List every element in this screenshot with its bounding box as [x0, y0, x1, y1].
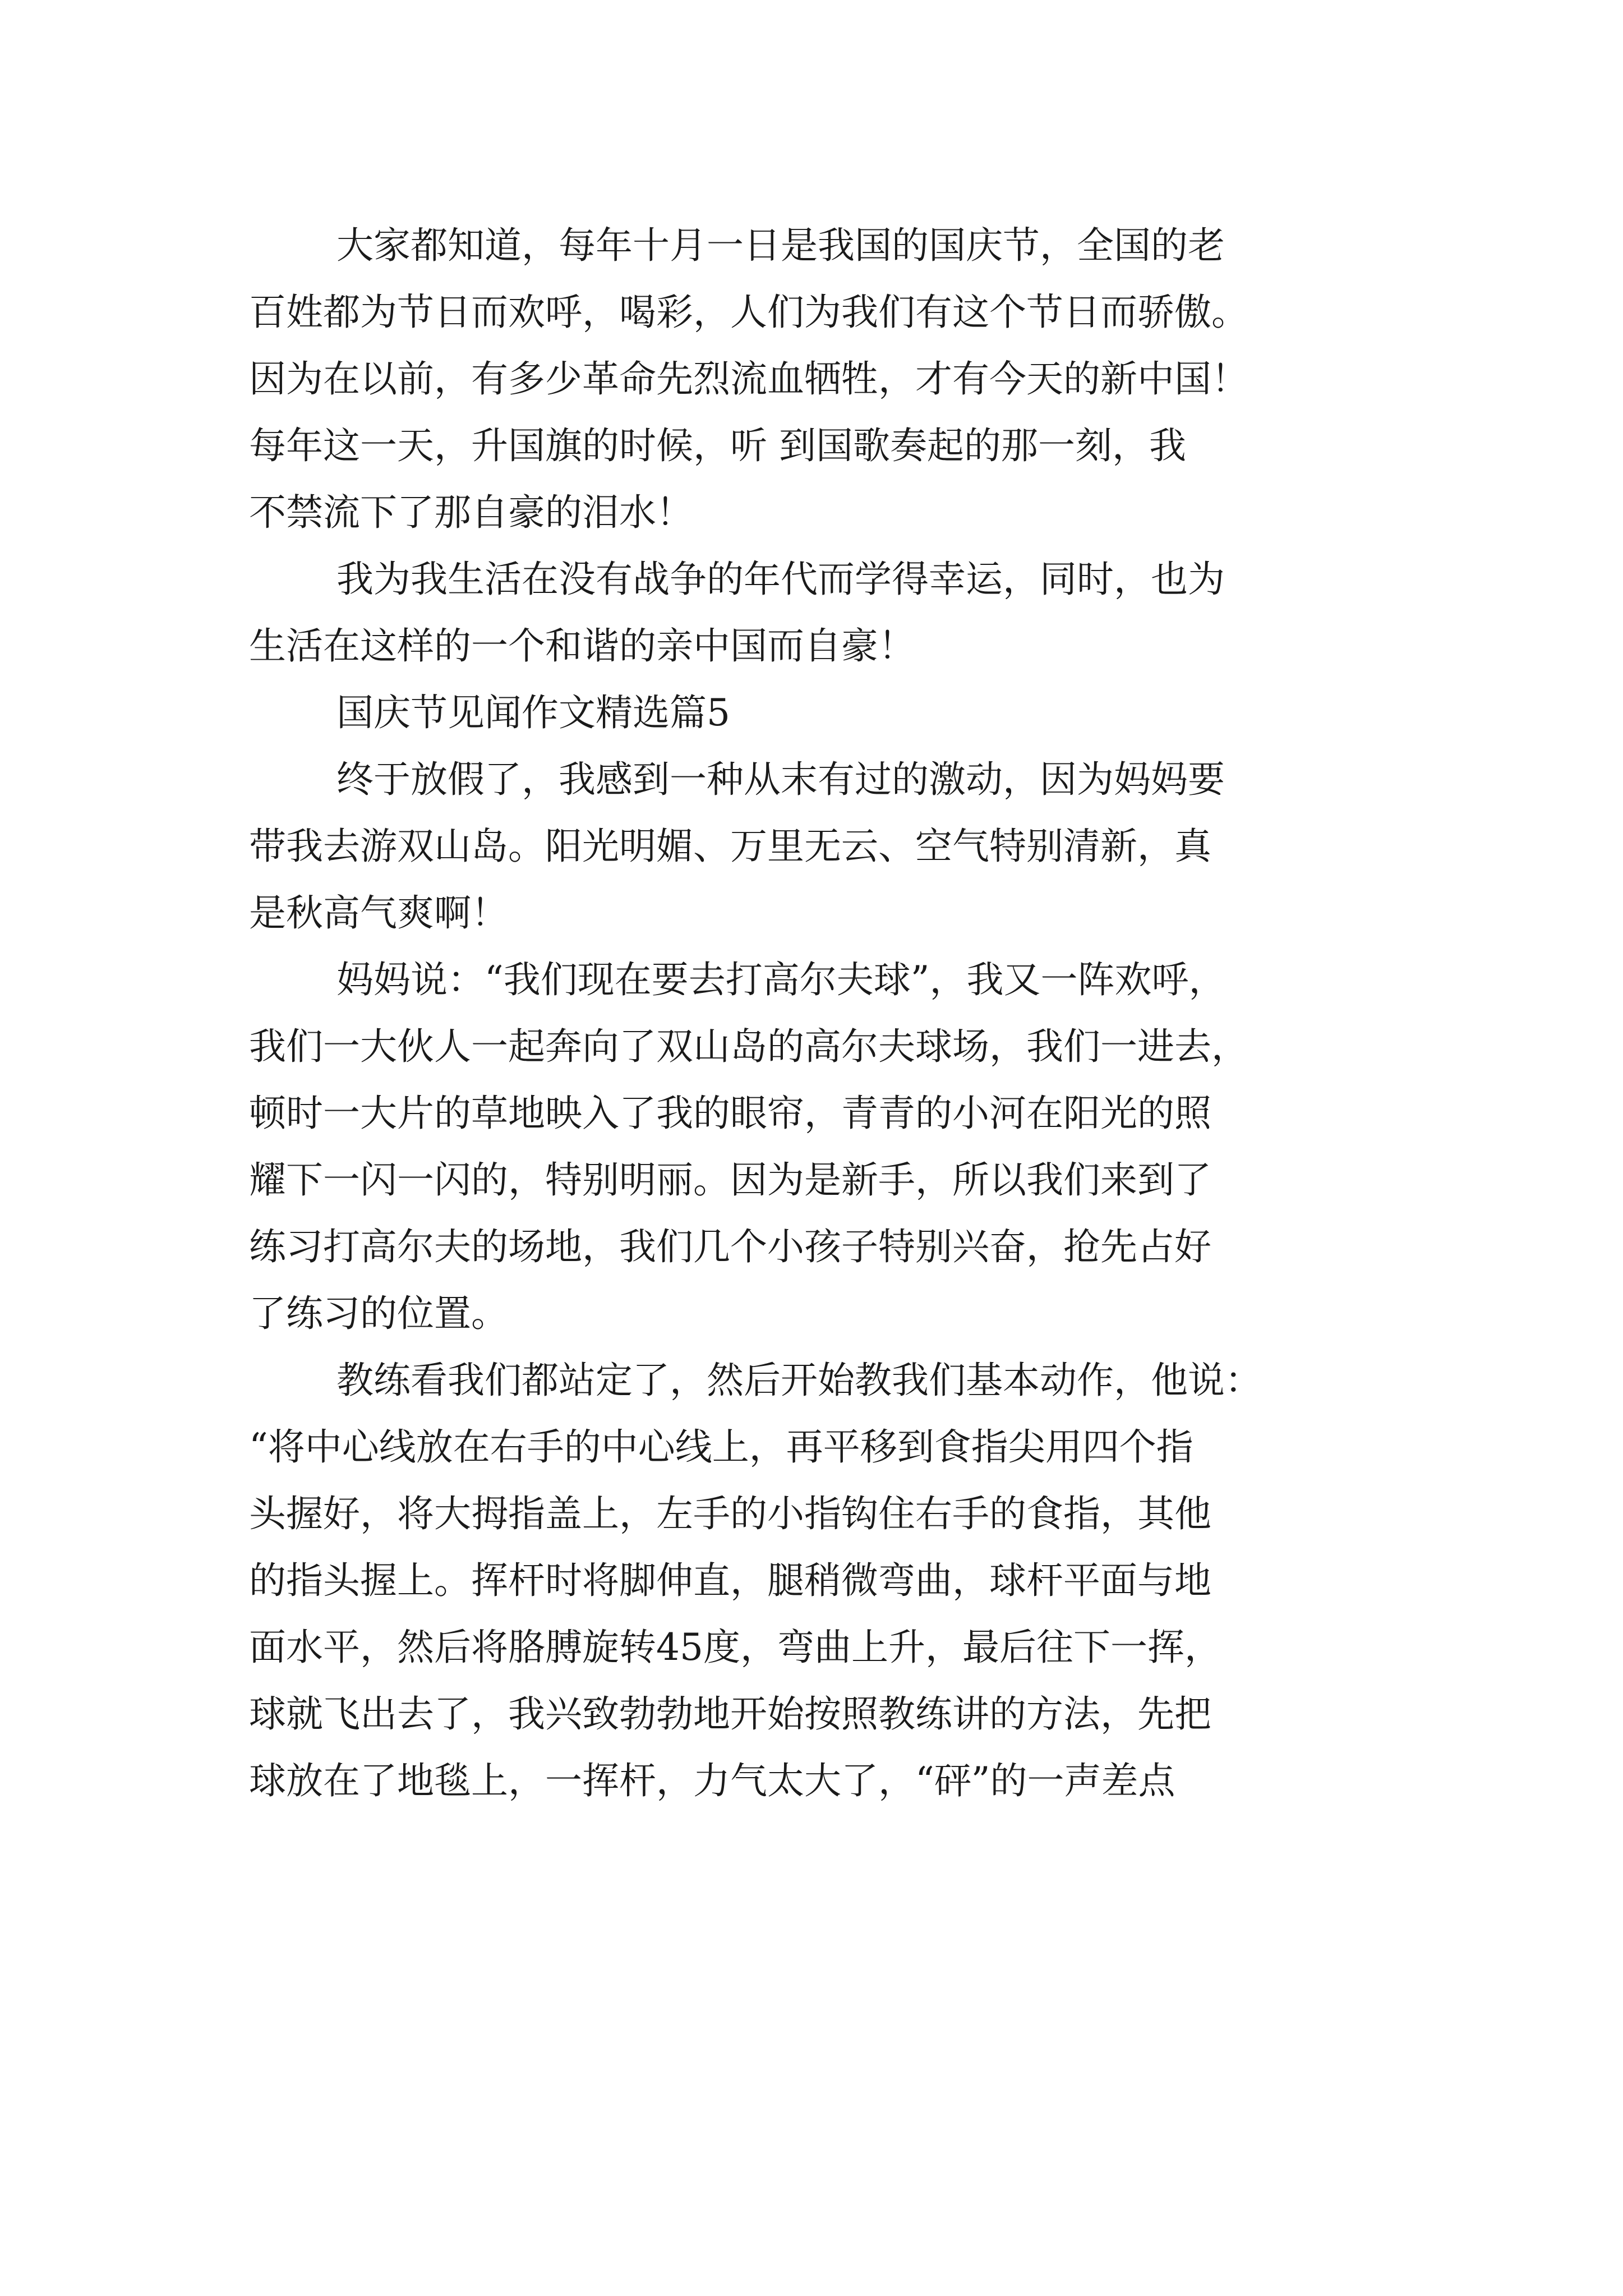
text-line: 球就飞出去了，我兴致勃勃地开始按照教练讲的方法，先把: [249, 1692, 1211, 1736]
text-line: 生活在这样的一个和谐的亲中国而自豪！: [249, 624, 915, 668]
text-line: 面水平，然后将胳膊旋转45度，弯曲上升，最后往下一挥，: [249, 1626, 1221, 1669]
text-line: 不禁流下了那自豪的泪水！: [249, 491, 693, 534]
text-line: 教练看我们都站定了，然后开始教我们基本动作，他说：: [336, 1359, 1262, 1402]
text-line: 我们一大伙人一起奔向了双山岛的高尔夫球场，我们一进去，: [249, 1025, 1248, 1068]
text-line: 是秋高气爽啊！: [249, 891, 508, 935]
text-line: 练习打高尔夫的场地，我们几个小孩子特别兴奋，抢先占好: [249, 1225, 1211, 1268]
text-line: 因为在以前，有多少革命先烈流血牺牲，才有今天的新中国！: [249, 357, 1248, 401]
text-line: 我为我生活在没有战争的年代而学得幸运，同时，也为: [336, 558, 1225, 601]
text-line: 头握好，将大拇指盖上，左手的小指钩住右手的食指，其他: [249, 1492, 1211, 1535]
text-line: 球放在了地毯上，一挥杆，力气太大了，“砰”的一声差点: [249, 1759, 1175, 1802]
text-line: 妈妈说：“我们现在要去打高尔夫球”，我又一阵欢呼，: [336, 958, 1226, 1001]
text-line: 百姓都为节日而欢呼，喝彩，人们为我们有这个节日而骄傲。: [249, 291, 1248, 334]
text-line: 耀下一闪一闪的，特别明丽。因为是新手，所以我们来到了: [249, 1158, 1211, 1202]
text-line: 每年这一天，升国旗的时候，听 到国歌奏起的那一刻，我: [249, 424, 1186, 467]
text-line: “将中心线放在右手的中心线上，再平移到食指尖用四个指: [249, 1425, 1193, 1469]
text-line: 了练习的位置。: [249, 1292, 508, 1335]
text-line: 大家都知道，每年十月一日是我国的国庆节，全国的老: [336, 224, 1225, 267]
text-line: 顿时一大片的草地映入了我的眼帘，青青的小河在阳光的照: [249, 1092, 1211, 1135]
text-line: 带我去游双山岛。阳光明媚、万里无云、空气特别清新，真: [249, 825, 1211, 868]
section-heading: 国庆节见闻作文精选篇5: [336, 691, 730, 734]
text-line: 终于放假了，我感到一种从末有过的激动，因为妈妈要: [336, 758, 1225, 801]
text-line: 的指头握上。挥杆时将脚伸直，腿稍微弯曲，球杆平面与地: [249, 1559, 1211, 1602]
